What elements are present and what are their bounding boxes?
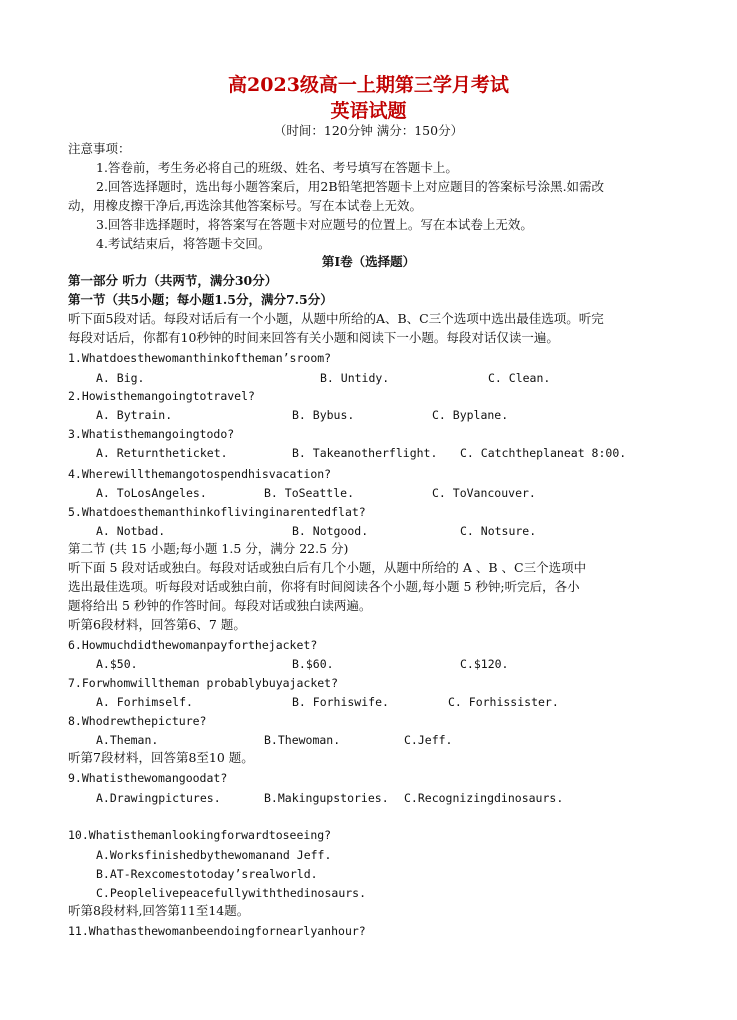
notice-item-2b: 动，用橡皮擦干净后,再选涂其他答案标号。写在本试卷上无效。	[68, 198, 422, 213]
material-7-note: 听第7段材料，回答第8至10 题。	[68, 750, 254, 765]
q2-option-b: B. Bybus.	[292, 408, 355, 422]
q7-option-b: B. Forhiswife.	[292, 695, 389, 709]
q7-option-c: C. Forhissister.	[448, 695, 559, 709]
q2-option-a: A. Bytrain.	[96, 408, 173, 422]
section1-heading: 第一节（共5小题；每小题1.5分，满分7.5分）	[68, 292, 333, 307]
part1-heading: 第一部分 听力（共两节，满分30分）	[68, 273, 278, 288]
q7-option-a: A. Forhimself.	[96, 695, 193, 709]
q6-option-a: A.$50.	[96, 657, 138, 671]
exam-title: 高2023级高一上期第三学月考试	[228, 74, 509, 96]
question-6: 6.Howmuchdidthewomanpayforthejacket?	[68, 638, 318, 652]
q10-option-c: C.Peoplelivepeacefullywiththedinosaurs.	[96, 886, 367, 900]
q5-option-a: A. Notbad.	[96, 524, 166, 538]
q5-option-b: B. Notgood.	[292, 524, 369, 538]
time-score: （时间：120分钟 满分：150分）	[273, 123, 464, 138]
q3-option-c: C. Catchtheplaneat 8:00.	[460, 446, 627, 460]
question-5: 5.Whatdoesthemanthinkoflivinginarentedflat?	[68, 505, 366, 519]
q9-option-b: B.Makingupstories.	[264, 791, 389, 805]
notice-item-1: 1.答卷前，考生务必将自己的班级、姓名、考号填写在答题卡上。	[96, 160, 458, 175]
notice-item-3: 3.回答非选择题时，将答案写在答题卡对应题号的位置上。写在本试卷上无效。	[96, 217, 533, 232]
section2-instr-2: 选出最佳选项。听每段对话或独白前，你将有时间阅读各个小题,每小题 5 秒钟;听完后，各小	[68, 579, 580, 594]
notice-heading: 注意事项：	[68, 141, 131, 156]
q1-option-c: C. Clean.	[488, 371, 551, 385]
question-2: 2.Howisthemangoingtotravel?	[68, 389, 255, 403]
question-10: 10.Whatisthemanlookingforwardtoseeing?	[68, 828, 332, 842]
q1-option-b: B. Untidy.	[320, 371, 390, 385]
q2-option-c: C. Byplane.	[432, 408, 509, 422]
q3-option-a: A. Returntheticket.	[96, 446, 228, 460]
exam-subtitle: 英语试题	[330, 100, 407, 122]
section1-instr-2: 每段对话后，你都有10秒钟的时间来回答有关小题和阅读下一小题。每段对话仅读一遍。	[68, 330, 559, 345]
section1-instr-1: 听下面5段对话。每段对话后有一个小题，从题中所给的A、B、C三个选项中选出最佳选项。听完	[68, 311, 604, 326]
question-4: 4.Wherewillthemangotospendhisvacation?	[68, 467, 332, 481]
section2-instr-3: 题将给出 5 秒钟的作答时间。每段对话或独白读两遍。	[68, 598, 372, 613]
q6-option-b: B.$60.	[292, 657, 334, 671]
q4-option-a: A. ToLosAngeles.	[96, 486, 207, 500]
q1-option-a: A. Big.	[96, 371, 145, 385]
volume-heading: 第Ⅰ卷（选择题）	[321, 254, 416, 269]
q4-option-c: C. ToVancouver.	[432, 486, 536, 500]
q8-option-c: C.Jeff.	[404, 733, 453, 747]
q6-option-c: C.$120.	[460, 657, 509, 671]
q10-option-a: A.Worksfinishedbythewomanand Jeff.	[96, 848, 332, 862]
question-3: 3.Whatisthemangoingtodo?	[68, 427, 235, 441]
q10-option-b: B.AT-Rexcomestotoday’srealworld.	[96, 867, 318, 881]
q8-option-a: A.Theman.	[96, 733, 159, 747]
q5-option-c: C. Notsure.	[460, 524, 537, 538]
question-9: 9.Whatisthewomangoodat?	[68, 771, 228, 785]
notice-item-4: 4.考试结束后，将答题卡交回。	[96, 236, 271, 251]
section2-instr-1: 听下面 5 段对话或独白。每段对话或独白后有几个小题，从题中所给的 A 、B 、C三个选项中	[68, 560, 587, 575]
q4-option-b: B. ToSeattle.	[264, 486, 355, 500]
question-11: 11.Whathasthewomanbeendoingfornearlyanhour?	[68, 924, 366, 938]
section2-heading: 第二节 (共 15 小题;每小题 1.5 分，满分 22.5 分)	[68, 541, 349, 556]
q3-option-b: B. Takeanotherflight.	[292, 446, 438, 460]
q9-option-c: C.Recognizingdinosaurs.	[404, 791, 564, 805]
q9-option-a: A.Drawingpictures.	[96, 791, 221, 805]
notice-item-2a: 2.回答选择题时，选出每小题答案后，用2B铅笔把答题卡上对应题目的答案标号涂黑.如需改	[96, 179, 605, 194]
question-8: 8.Whodrewthepicture?	[68, 714, 207, 728]
q8-option-b: B.Thewoman.	[264, 733, 341, 747]
question-7: 7.Forwhomwilltheman probablybuyajacket?	[68, 676, 339, 690]
material-6-note: 听第6段材料，回答第6、7 题。	[68, 617, 246, 632]
material-8-note: 听第8段材料,回答第11至14题。	[68, 903, 250, 918]
question-1: 1.Whatdoesthewomanthinkoftheman’sroom?	[68, 351, 332, 365]
